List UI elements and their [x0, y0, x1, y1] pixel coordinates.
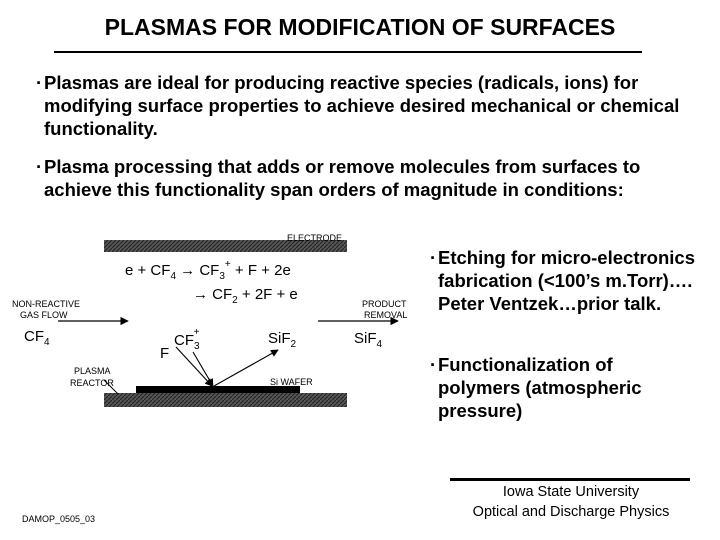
wafer-to-sif2-arrow: [214, 350, 278, 386]
outlet-species: SiF$_4$: [354, 330, 383, 350]
electrode-label: ELECTRODE: [287, 233, 343, 243]
outlet-label-1: PRODUCT: [362, 299, 407, 309]
footer-rule: [450, 478, 690, 481]
plasma-reactor-diagram: [0, 225, 430, 420]
bullet-text: Plasmas are ideal for producing reactive species (radicals, ions) for modifying surface properties to achieve desired mechanical or chemical functionality.: [44, 72, 680, 139]
slide-id: DAMOP_0505_03: [22, 514, 96, 524]
bullet-etching: [430, 246, 700, 315]
bottom-electrode: [104, 393, 347, 407]
bullet-text: Functionalization of polymers (atmospheric pressure): [438, 354, 642, 421]
inlet-label-2: GAS FLOW: [20, 310, 68, 320]
species-cf3: $CF_3+$: [174, 327, 200, 352]
reactor-label-2: REACTOR: [70, 378, 114, 388]
species-f: F: [160, 345, 170, 362]
reactor-label-1: PLASMA: [74, 366, 111, 376]
species-sif2: SiF$_2$: [268, 330, 297, 350]
bullet-text: Plasma processing that adds or remove molecules from surfaces to achieve this functionality span orders of magnitude in conditions:: [44, 156, 641, 200]
slide-title: PLASMAS FOR MODIFICATION OF SURFACES: [104, 14, 616, 40]
outlet-label-2: REMOVAL: [364, 310, 408, 320]
footer-group: Optical and Discharge Physics: [472, 504, 670, 520]
bullet-marker: ·: [430, 354, 437, 375]
footer-university: Iowa State University: [502, 484, 640, 500]
bullet-plasma-processing: [36, 155, 696, 201]
bullet-marker: ·: [36, 156, 43, 177]
title-underline: [54, 51, 642, 53]
inlet-label-1: NON-REACTIVE: [12, 299, 81, 309]
bullet-marker: ·: [430, 247, 437, 268]
reaction-2: → $CF_2 + 2F + e$: [193, 286, 298, 306]
reaction-1: $e + CF_4 \to CF_3^+ + F + 2e$: [125, 259, 291, 282]
bullet-marker: ·: [36, 72, 43, 93]
wafer-label: Si WAFER: [270, 377, 313, 387]
bullet-plasmas-ideal: [36, 71, 696, 140]
bullet-text: Etching for micro-electronics fabrication (<100’s m.Torr)…. Peter Ventzek…prior talk.: [438, 247, 695, 314]
inlet-species: $CF_4$: [24, 328, 50, 348]
bullet-functionalization: [430, 353, 700, 422]
si-wafer: [136, 386, 300, 393]
